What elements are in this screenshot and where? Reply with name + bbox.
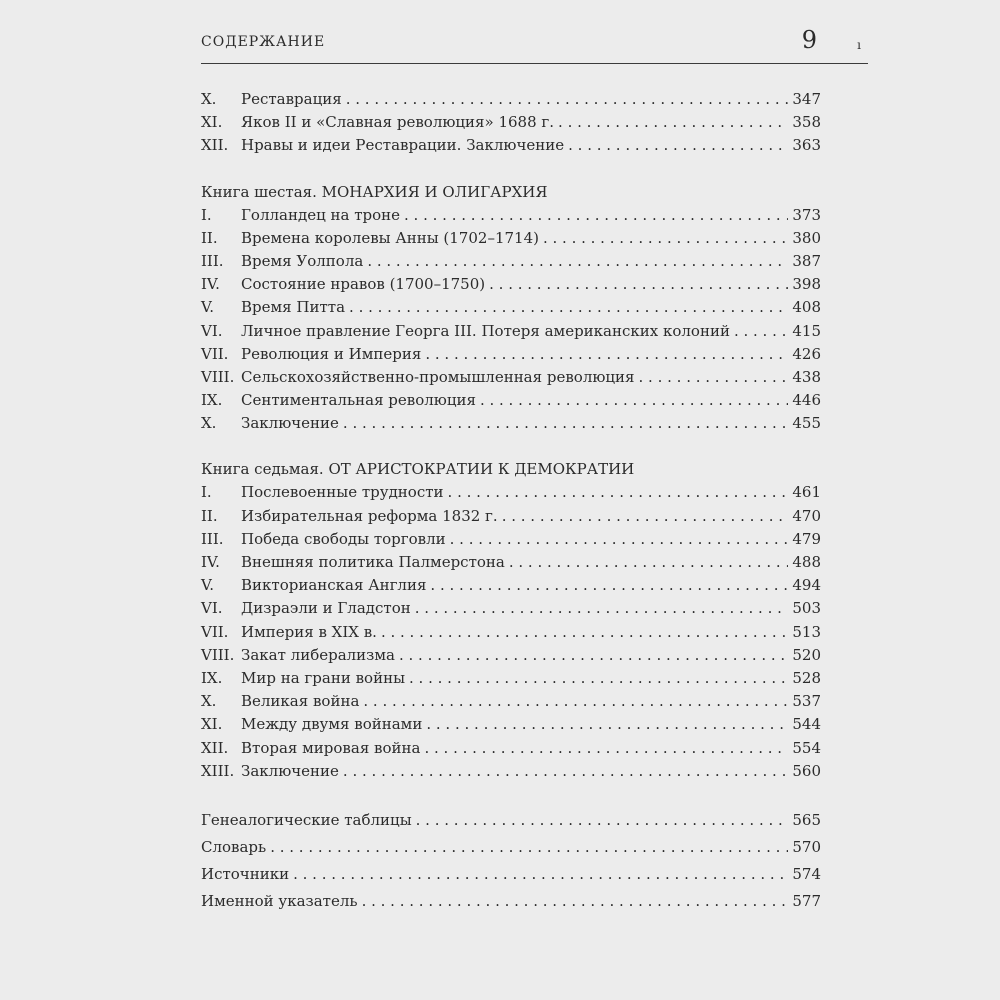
entry-number: I.: [201, 205, 212, 224]
entry-number: X.: [201, 90, 217, 108]
dot-leader: [343, 412, 788, 435]
appendix-section: [201, 807, 821, 915]
entry-page: 415: [792, 321, 821, 340]
header-mark: ı: [857, 38, 861, 52]
entry-number: IX.: [201, 391, 223, 410]
table-of-contents: [201, 88, 821, 915]
toc-entry: [201, 88, 821, 111]
dot-leader: [416, 807, 789, 834]
entry-number: XIII.: [201, 761, 235, 780]
toc-entry: [201, 737, 821, 760]
entry-number: X.: [201, 414, 217, 433]
entry-title: Нравы и идеи Реставрации. Заключение: [241, 136, 565, 155]
entry-title: Состояние нравов (1700–1750): [241, 275, 486, 294]
dot-leader: [343, 760, 788, 783]
appendix-page: 577: [792, 891, 821, 910]
toc-entry: [201, 366, 821, 389]
entry-title: Избирательная реформа 1832 г.: [241, 506, 498, 525]
dot-leader: [363, 690, 788, 713]
entry-number: XI.: [201, 715, 223, 734]
dot-leader: [404, 204, 788, 227]
dot-leader: [639, 366, 789, 389]
running-header: [201, 26, 861, 60]
dot-leader: [362, 888, 789, 915]
toc-entry: [201, 574, 821, 597]
toc-entry: [201, 320, 821, 343]
toc-entry: [201, 505, 821, 528]
entry-title: Сельскохозяйственно-промышленная революция: [241, 367, 635, 386]
entry-page: 560: [792, 761, 821, 780]
entry-number: III.: [201, 251, 224, 270]
dot-leader: [568, 134, 788, 157]
entry-number: V.: [201, 576, 214, 595]
entry-title: Победа свободы торговли: [241, 529, 446, 548]
dot-leader: [425, 343, 788, 366]
appendix-entry: [201, 888, 821, 915]
entry-number: VI.: [201, 599, 223, 618]
toc-entry: [201, 250, 821, 273]
dot-leader: [426, 713, 788, 736]
entry-page: 528: [792, 668, 821, 687]
dot-leader: [424, 737, 788, 760]
appendix-title: Генеалогические таблицы: [201, 810, 412, 829]
toc-entry: [201, 111, 821, 134]
entry-number: VIII.: [201, 645, 235, 664]
entry-number: X.: [201, 692, 217, 711]
dot-leader: [293, 861, 788, 888]
entry-page: 494: [792, 576, 821, 595]
entry-title: Голландец на троне: [241, 205, 401, 224]
entry-number: V.: [201, 298, 214, 317]
entry-title: Закат либерализма: [241, 645, 395, 664]
entry-number: IX.: [201, 668, 223, 687]
dot-leader: [502, 505, 789, 528]
appendix-title: Источники: [201, 864, 290, 883]
appendix-page: 570: [792, 837, 821, 856]
entry-number: I.: [201, 483, 212, 502]
entry-number: VIII.: [201, 367, 235, 386]
entry-title: Империя в XIX в.: [241, 622, 377, 641]
entry-page: 479: [792, 529, 821, 548]
toc-entry: [201, 644, 821, 667]
section-heading: Книга седьмая. ОТ АРИСТОКРАТИИ К ДЕМОКРАТИИ: [201, 460, 635, 479]
entry-title: Викторианская Англия: [241, 576, 427, 595]
entry-number: II.: [201, 228, 218, 247]
toc-entry: [201, 227, 821, 250]
appendix-title: Именной указатель: [201, 891, 358, 910]
entry-title: Сентиментальная революция: [241, 391, 476, 410]
dot-leader: [346, 88, 789, 111]
dot-leader: [480, 389, 788, 412]
toc-entry: [201, 343, 821, 366]
entry-page: 426: [792, 344, 821, 363]
appendix-title: Словарь: [201, 837, 267, 856]
entry-title: Великая война: [241, 692, 360, 711]
appendix-entry: [201, 834, 821, 861]
toc-entry: [201, 204, 821, 227]
entry-title: Заключение: [241, 761, 339, 780]
entry-page: 488: [792, 553, 821, 571]
entry-title: Мир на грани войны: [241, 668, 406, 687]
appendix-entry: [201, 807, 821, 834]
entry-number: XII.: [201, 136, 229, 155]
toc-section: [201, 88, 821, 158]
entry-title: Внешняя политика Палмерстона: [241, 553, 505, 571]
toc-entry: [201, 412, 821, 435]
dot-leader: [558, 111, 788, 134]
toc-entry: [201, 551, 821, 574]
entry-title: Дизраэли и Гладстон: [241, 599, 411, 618]
toc-entry: [201, 667, 821, 690]
entry-title: Заключение: [241, 414, 339, 433]
entry-title: Личное правление Георга III. Потеря американских колоний: [241, 321, 730, 340]
entry-title: Реставрация: [241, 90, 342, 108]
entry-title: Времена королевы Анны (1702–1714): [241, 228, 539, 247]
dot-leader: [430, 574, 788, 597]
entry-page: 513: [792, 622, 821, 641]
toc-entry: [201, 760, 821, 783]
toc-entry: [201, 134, 821, 157]
entry-title: Время Питта: [241, 298, 346, 317]
entry-title: Послевоенные трудности: [241, 483, 444, 502]
appendix-page: 574: [792, 864, 821, 883]
entry-page: 347: [792, 90, 821, 108]
dot-leader: [381, 621, 788, 644]
entry-title: Время Уолпола: [241, 251, 364, 270]
dot-leader: [409, 667, 788, 690]
entry-page: 503: [792, 599, 821, 618]
entry-page: 554: [792, 738, 821, 757]
entry-number: XI.: [201, 113, 223, 132]
dot-leader: [415, 597, 789, 620]
entry-number: IV.: [201, 553, 220, 571]
entry-number: VII.: [201, 622, 229, 641]
dot-leader: [367, 250, 788, 273]
appendix-entry: [201, 861, 821, 888]
header-title: СОДЕРЖАНИЕ: [201, 34, 326, 50]
dot-leader: [543, 227, 788, 250]
dot-leader: [448, 481, 789, 504]
header-rule: [201, 63, 868, 64]
toc-entry: [201, 713, 821, 736]
entry-page: 358: [792, 113, 821, 132]
dot-leader: [399, 644, 788, 667]
dot-leader: [349, 296, 788, 319]
toc-entry: [201, 690, 821, 713]
entry-number: IV.: [201, 275, 220, 294]
entry-page: 438: [792, 367, 821, 386]
entry-number: II.: [201, 506, 218, 525]
entry-number: XII.: [201, 738, 229, 757]
toc-entry: [201, 528, 821, 551]
toc-section: [201, 457, 821, 782]
entry-page: 380: [792, 228, 821, 247]
entry-title: Вторая мировая война: [241, 738, 421, 757]
entry-number: VII.: [201, 344, 229, 363]
section-heading: Книга шестая. МОНАРХИЯ И ОЛИГАРХИЯ: [201, 182, 548, 201]
dot-leader: [270, 834, 788, 861]
entry-title: Революция и Империя: [241, 344, 422, 363]
entry-page: 461: [792, 483, 821, 502]
entry-page: 363: [792, 136, 821, 155]
toc-section: [201, 180, 821, 436]
entry-page: 520: [792, 645, 821, 664]
entry-page: 470: [792, 506, 821, 525]
entry-page: 446: [792, 391, 821, 410]
toc-entry: [201, 296, 821, 319]
toc-entry: [201, 389, 821, 412]
entry-page: 455: [792, 414, 821, 433]
entry-page: 387: [792, 251, 821, 270]
dot-leader: [734, 320, 788, 343]
toc-entry: [201, 621, 821, 644]
dot-leader: [489, 273, 788, 296]
entry-page: 537: [792, 692, 821, 711]
entry-page: 408: [792, 298, 821, 317]
entry-number: III.: [201, 529, 224, 548]
entry-page: 398: [792, 275, 821, 294]
header-page-number: 9: [801, 26, 817, 54]
entry-page: 544: [792, 715, 821, 734]
toc-entry: [201, 597, 821, 620]
entry-page: 373: [792, 205, 821, 224]
entry-title: Яков II и «Славная революция» 1688 г.: [241, 113, 555, 132]
dot-leader: [450, 528, 789, 551]
appendix-page: 565: [792, 810, 821, 829]
toc-entry: [201, 481, 821, 504]
entry-number: VI.: [201, 321, 223, 340]
toc-entry: [201, 273, 821, 296]
dot-leader: [509, 551, 789, 574]
entry-title: Между двумя войнами: [241, 715, 423, 734]
